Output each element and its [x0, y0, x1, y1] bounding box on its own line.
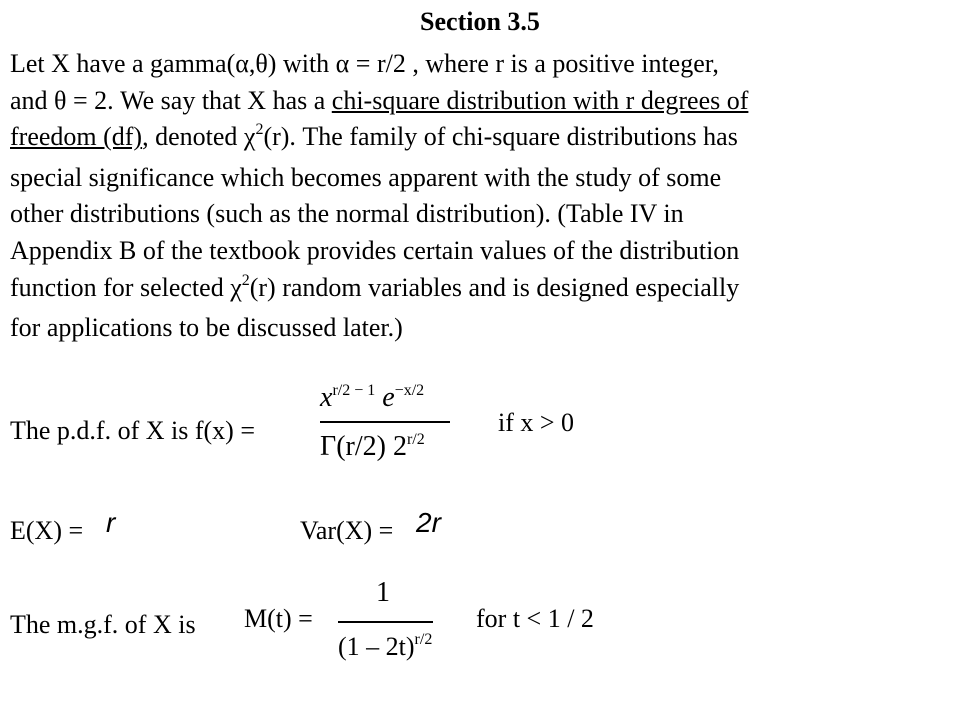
- pdf-fraction-bar: [320, 421, 450, 423]
- pdf-numerator: [320, 383, 424, 417]
- mean-value: r: [106, 507, 116, 538]
- chi-superscript: 2: [255, 121, 264, 139]
- chi-square-definition-underlined: chi-square distribution with r degrees of: [331, 85, 749, 115]
- intro-line-3-rest: (r). The family of chi-square distributions has: [263, 122, 738, 152]
- intro-paragraph: [10, 46, 950, 347]
- mgf-fraction-bar: [338, 621, 433, 623]
- variance-label: Var(X) =: [300, 516, 394, 545]
- mgf-denominator: [338, 632, 432, 666]
- mgf-label: The m.g.f. of X is: [10, 610, 196, 639]
- pdf-label: The p.d.f. of X is f(x) =: [10, 416, 255, 445]
- intro-line-7-text: function for selected χ: [10, 272, 242, 302]
- intro-line-5: other distributions (such as the normal distribution). (Table IV in: [10, 199, 684, 229]
- pdf-num-x: x: [320, 382, 333, 413]
- intro-line-7: [10, 270, 950, 311]
- mgf-condition: for t < 1 / 2: [476, 604, 594, 633]
- pdf-num-exp1: r/2 − 1: [332, 382, 376, 399]
- intro-line-3-text: , denoted χ: [142, 122, 256, 152]
- intro-line-8: for applications to be discussed later.): [10, 313, 403, 343]
- intro-line-7-rest: (r) random variables and is designed especially: [249, 272, 740, 302]
- pdf-den-main: Γ(r/2) 2: [320, 431, 407, 462]
- intro-line-2: [10, 83, 950, 120]
- mgf-numerator: 1: [376, 577, 390, 608]
- pdf-den-exp: r/2: [406, 431, 425, 448]
- degrees-of-freedom-underlined: freedom (df): [10, 122, 143, 152]
- variance-value: 2r: [416, 507, 441, 538]
- intro-line-6: Appendix B of the textbook provides certain values of the distribution: [10, 235, 740, 265]
- section-title: Section 3.5: [420, 7, 540, 36]
- intro-line-3: [10, 119, 950, 160]
- pdf-condition: if x > 0: [498, 408, 575, 437]
- intro-line-1: Let X have a gamma(α,θ) with α = r/2 , where r is a positive integer,: [10, 49, 719, 78]
- mgf-den-exp: r/2: [414, 631, 433, 648]
- chi-superscript-2: 2: [241, 271, 250, 289]
- mean-label: E(X) =: [10, 516, 84, 545]
- pdf-num-exp2: −x/2: [394, 382, 425, 399]
- pdf-num-e: e: [375, 382, 395, 413]
- intro-line-4: special significance which becomes apparent with the study of some: [10, 162, 722, 192]
- mgf-den-main: (1 – 2t): [338, 632, 415, 661]
- mgf-function: M(t) =: [244, 604, 313, 633]
- intro-line-2-text: and θ = 2. We say that X has a: [10, 85, 332, 115]
- pdf-denominator: [320, 432, 425, 466]
